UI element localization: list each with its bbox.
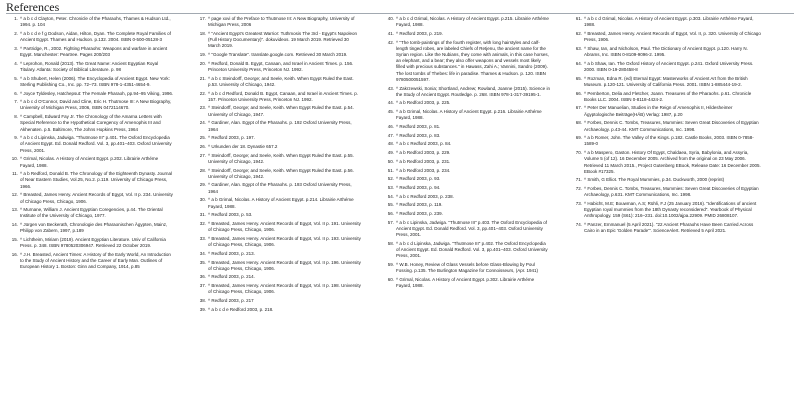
reference-item xyxy=(194,135,362,141)
reference-text[interactable]: ^ J.H. Breasted, Ancient Times: A History of the Early World, An Introduction to the Study of Ancient History and the Career of Early Man. Outlines of European History 1. Boston: Ginn and Company, 1914, p.85 xyxy=(20,252,171,270)
reference-number: 11. xyxy=(12,171,18,177)
reference-number: 21. xyxy=(199,75,206,81)
reference-text[interactable]: ^ Jürgen von Beckerath, Chronologie des Pharaonischen Ägypten, Mainz, Philipp von Zabern, 1997, p.189 xyxy=(20,222,168,234)
reference-number: 46. xyxy=(387,124,394,130)
reference-item xyxy=(570,186,762,198)
reference-number: 73. xyxy=(575,201,582,207)
reference-item xyxy=(194,76,362,88)
reference-text[interactable]: ^ a b Redford 2003, p. 229. xyxy=(396,150,451,156)
reference-text[interactable]: ^ W.B. Honey, Review of Glass Vessels before Glass-Blowing by Poul Fossing. p.135. The Burlington Magazine for Connoisseurs, (Apr. 1941) xyxy=(396,262,538,274)
reference-item xyxy=(194,260,362,272)
reference-item xyxy=(382,86,550,98)
reference-number: 59. xyxy=(387,262,394,267)
reference-text[interactable]: ^ a b Romer, John. The Valley of the Kings. p.182. Castle Books, 2003. ISBN 0-7858-1589-0 xyxy=(584,135,754,147)
reference-number: 63. xyxy=(575,45,582,51)
reference-item xyxy=(194,105,362,117)
reference-item xyxy=(382,124,550,130)
reference-number: 14. xyxy=(11,222,18,228)
reference-number: 6. xyxy=(14,90,18,96)
reference-item xyxy=(6,46,174,58)
reference-number: 22. xyxy=(199,90,206,96)
reference-number: 34. xyxy=(199,250,206,256)
reference-number: 27. xyxy=(199,152,206,158)
reference-text[interactable]: ^ Partridge, R., 2002. Fighting Pharaohs: Weapons and warfare in ancient Egypt. Manchester: Peartree. Pages 200/203 xyxy=(20,45,168,58)
reference-number: 55. xyxy=(387,202,394,208)
reference-item xyxy=(382,211,550,217)
reference-text[interactable]: ^ a b c Steindorff, George; and Seele, Keith. When Egypt Ruled the East. p.53. University of Chicago, 1942. xyxy=(208,75,354,87)
reference-text[interactable]: ^ Peter Der Manuelian, Studies in the Reign of Amenophis II, Hildesheimer Ägyptologische Beiträge(HÄB) Verlag: 1987, p.20 xyxy=(584,105,733,117)
reference-text[interactable]: ^ Grimal, Nicolas. A History of Ancient Egypt. p.202. Librairie Arthéme Fayard, 1988. xyxy=(20,156,159,168)
reference-text[interactable]: ^ a b c d Grimal, Nicolas. A History of Ancient Egypt. p.303. Librairie Arthéme Fayard, 1988. xyxy=(584,16,754,28)
reference-number: 62. xyxy=(575,30,582,36)
reference-item xyxy=(6,99,174,111)
reference-number: 69. xyxy=(575,135,582,141)
reference-number: 16. xyxy=(11,252,18,257)
reference-item xyxy=(382,262,550,274)
reference-number: 9. xyxy=(14,135,18,141)
reference-text[interactable]: ^ a b c Redford 2003, p. 238. xyxy=(396,193,454,199)
reference-number: 51. xyxy=(387,167,394,173)
reference-text[interactable]: ^ a b c d Redford, Donald B. Egypt, Canaan, and Israel in Ancient Times. p. 157. Princeton University Press, Princeton NJ. 1992. xyxy=(208,90,358,102)
reference-text[interactable]: ^ Lichtheim, Miriam (2019). Ancient Egyptian Literature. Univ of California Press. p. 348. ISBN 9780520306947. Retrieved 22 October 2019. xyxy=(20,237,166,249)
reference-text[interactable]: ^ a b c Redford 2003, p. 84. xyxy=(396,141,452,147)
reference-text[interactable]: ^ "Ancient Egypt's Greatest Warrior: Tuthmosis The 3rd - Egypt's Napoleon (Full History Documentary)". dokuvideos. 19 March 2019. Retrieved 30 March 2019. xyxy=(208,30,357,49)
reference-item xyxy=(382,159,550,165)
reference-number: 40. xyxy=(387,16,394,21)
reference-item xyxy=(382,168,550,174)
reference-item xyxy=(570,46,762,58)
reference-number: 53. xyxy=(387,184,394,190)
reference-number: 50. xyxy=(387,158,394,164)
reference-text[interactable]: ^ a b Maspero, Gaston. History Of Egypt, Chaldaea, Syria, Babylonia, and Assyria, Volume 5 (of 12). 16 December 2005. Archived from the original on 23 May 2006. Retrieved 11 March 2015., Project Gutenberg EBook, Release Date: 16 December 2005. EBook #17325. xyxy=(584,150,761,174)
reference-item xyxy=(6,91,174,97)
reference-text[interactable]: ^ Shaw, Ian, and Nicholson, Paul. The Dictionary of Ancient Egypt. p.120. Harry N. Abrams, Inc. ISBN 0-8109-9096-2. 1995. xyxy=(584,45,748,58)
reference-number: 3. xyxy=(14,45,18,51)
reference-number: 24. xyxy=(199,120,206,126)
reference-number: 35. xyxy=(199,259,206,265)
reference-text[interactable]: ^ a b c d Lipinska, Jadwiga. "Thutmose III" p.402. The Oxford Encyclopedia of Ancient Egypt. Ed. Donald Redford. Vol. 3, pp.401–403. Oxford University Press, 2001. xyxy=(396,240,548,259)
reference-number: 12. xyxy=(11,192,18,198)
reference-item xyxy=(6,192,174,204)
reference-text[interactable]: ^ Redford 2003, p. 239. xyxy=(396,211,443,217)
reference-number: 4. xyxy=(14,60,18,66)
reference-number: 71. xyxy=(575,177,582,183)
reference-item xyxy=(382,220,550,239)
reference-number: 25. xyxy=(199,135,206,141)
reference-item xyxy=(6,207,174,219)
reference-number: 48. xyxy=(387,141,394,147)
reference-text[interactable]: ^ Redford 2003, p. 93. xyxy=(396,176,441,182)
reference-number: 44. xyxy=(387,100,394,106)
reference-text[interactable]: ^ page xxvi of the Preface to Thutmose III: A New Biography, University of Michigan Press, 2006 xyxy=(208,16,355,28)
reference-text[interactable]: ^ Redford 2003, p. 81. xyxy=(396,124,441,130)
reference-text[interactable]: ^ Forbes, Dennis C. Tombs, Treasures, Mummies: Seven Great Discoveries of Egyptian Archaeology. p.43-44. KMT Communications, Inc. 1998. xyxy=(584,120,759,132)
reference-text[interactable]: ^ Rozman, Edna R. (ed) Eternal Egypt: Masterworks of Ancient Art from the British Museum. p.120-121. University of California Press. 2001. ISBN 1-885444-19-2. xyxy=(584,75,748,87)
reference-text[interactable]: ^ Habicht, M.E; Bouwman, A.S; Rühli, F.J (25 January 2016). "Identifications of ancient Egyptian royal mummies from the 18th Dynasty reconsidered". Yearbook of Physical Anthropology. 159 (S61): 216–231. doi:10.1002/ajpa.22909. PMID 26808107. xyxy=(584,201,757,219)
reference-item xyxy=(6,31,174,43)
reference-item xyxy=(194,144,362,150)
reference-item xyxy=(194,212,362,218)
reference-item xyxy=(382,133,550,139)
reference-item xyxy=(194,31,362,50)
reference-text[interactable]: ^ Breasted, James Henry. Ancient Records of Egypt, Vol. II p. 234. University of Chicago Press, Chicago, 1906. xyxy=(20,192,173,204)
references-columns xyxy=(6,16,794,315)
reference-text[interactable]: ^ Campbell, Edward Fay Jr. The Chronology of the Amarna Letters with Special Reference to the Hypothetical Coregency of Amenophis III and Akhenaten. p.5. Baltimore, The Johns Hopkins Press, 1964 xyxy=(20,114,162,132)
reference-number: 33. xyxy=(199,235,206,241)
reference-text[interactable]: ^ Urkunden der 18. Dynastie 657.2 xyxy=(208,143,278,149)
reference-number: 66. xyxy=(575,90,582,96)
reference-number: 61. xyxy=(575,16,582,21)
reference-text[interactable]: ^ Smith, G Elliot. The Royal Mummies, p.34. Duckworth, 2000 (reprint) xyxy=(584,177,725,183)
reference-item xyxy=(194,168,362,180)
reference-number: 67. xyxy=(575,105,582,111)
reference-number: 49. xyxy=(387,150,394,156)
reference-item xyxy=(6,156,174,168)
reference-number: 45. xyxy=(387,109,394,115)
reference-item xyxy=(194,283,362,295)
reference-text[interactable]: ^ a b Grimal, Nicolas. A History of Ancient Egypt. p.216. Librairie Arthéme Fayard, 1988. xyxy=(396,109,542,121)
reference-item xyxy=(6,222,174,234)
reference-number: 64. xyxy=(575,60,582,66)
reference-number: 23. xyxy=(199,105,206,111)
reference-number: 70. xyxy=(575,150,582,156)
reference-number: 38. xyxy=(199,298,206,304)
reference-item xyxy=(382,31,550,37)
reference-text[interactable]: ^ a b Shubert, Helen (2006). The Encyclopedia of Ancient Egypt. New York: Sterling Publishing Co., Inc. pp. 72–73. ISBN 978-1-4351-4654-9. xyxy=(20,75,170,87)
reference-item xyxy=(6,61,174,73)
reference-item xyxy=(382,277,550,289)
reference-item xyxy=(570,31,762,43)
reference-number: 52. xyxy=(387,176,394,182)
reference-item xyxy=(194,307,362,313)
reference-text[interactable]: ^ Breasted, James Henry. Ancient Records of Egypt, Vol. II p. 198. University of Chicago Press, Chicago, 1906. xyxy=(208,283,361,295)
reference-item xyxy=(570,16,762,28)
reference-text[interactable]: ^ Pemberton, Delia and Fletcher, Joann. Treasures of the Pharaohs. p.61. Chronicle Books LLC. 2004. ISBN 0-8118-4424-2. xyxy=(584,90,752,102)
reference-number: 8. xyxy=(14,114,18,120)
reference-item xyxy=(382,185,550,191)
reference-item xyxy=(382,16,550,28)
reference-text[interactable]: ^ a b Grimal, Nicolas. A History of Ancient Egypt. p.214. Librairie Arthéme Fayard, 1988. xyxy=(208,197,354,209)
reference-item xyxy=(570,120,762,132)
reference-number: 5. xyxy=(14,75,18,81)
references-heading: References xyxy=(6,0,794,14)
reference-item xyxy=(194,274,362,280)
reference-number: 60. xyxy=(387,276,394,282)
reference-item xyxy=(382,100,550,106)
reference-number: 58. xyxy=(387,240,394,246)
reference-text[interactable]: ^ Redford 2003, p. 94. xyxy=(396,184,441,190)
reference-text[interactable]: ^ "Google Translate". translate.google.com. Retrieved 30 March 2019. xyxy=(208,52,348,58)
reference-item xyxy=(6,76,174,88)
reference-item xyxy=(194,251,362,257)
reference-text[interactable]: ^ Breasted, James Henry. Ancient Records of Egypt, Vol. II p. 196. University of Chicago Press, Chicago, 1906. xyxy=(208,259,361,271)
reference-number: 74. xyxy=(575,222,582,228)
reference-item xyxy=(6,252,174,271)
reference-text[interactable]: ^ a b Redford 2003, p. 225. xyxy=(396,100,451,106)
reference-text[interactable]: ^ a b c d e f g Dodson, Aidan, Hilton, Dyan. The Complete Royal Families of Ancient Egypt. Thames and Hudson. p.132. 2004. ISBN 0-500-05128-3 xyxy=(20,30,171,43)
reference-number: 32. xyxy=(199,220,206,226)
reference-text[interactable]: ^ Forbes, Dennis C. Tombs, Treasures, Mummies: Seven Great Discoveries of Egyptian Archaeology, p.631. KMT Communications, Inc. 1998. xyxy=(584,186,759,198)
reference-item xyxy=(382,150,550,156)
reference-text[interactable]: ^ Grimal, Nicolas. A History of Ancient Egypt. p.302. Librairie Arthéme Fayard, 1988. xyxy=(396,276,535,289)
reference-item xyxy=(570,150,762,175)
reference-item xyxy=(194,153,362,165)
reference-item xyxy=(382,194,550,200)
reference-number: 47. xyxy=(387,132,394,138)
reference-number: 7. xyxy=(14,99,18,105)
reference-text[interactable]: ^ Steindorff, George; and Seele, Keith. When Egypt Ruled the East. p.55. University of Chicago, 1942. xyxy=(208,152,354,164)
reference-text[interactable]: ^ a b c d Lipinska, Jadwiga. "Thutmose III" p.401. The Oxford Encyclopedia of Ancient Egypt. Ed. Donald Redford. Vol. 3, pp.401–403. Oxford University Press, 2001. xyxy=(20,135,172,153)
reference-text[interactable]: ^ Gardiner, Alan. Egypt of the Pharaohs. p. 193 Oxford University Press, 1964 xyxy=(208,182,352,194)
reference-item xyxy=(194,236,362,248)
reference-text[interactable]: ^ a b c Lipinska, Jadwiga. "Thutmose III" p.403. The Oxford Encyclopedia of Ancient Egypt. Ed. Donald Redford. Vol. 3, pp.401–403. Oxford University Press, 2001. xyxy=(396,219,548,238)
reference-number: 20. xyxy=(199,60,206,66)
reference-item xyxy=(382,109,550,121)
reference-item xyxy=(382,40,550,83)
reference-number: 13. xyxy=(11,207,18,213)
reference-number: 72. xyxy=(575,186,582,192)
reference-text[interactable]: ^ Steindorff, George; and Seele, Keith. When Egypt Ruled the East. p.54. University of Chicago, 1947. xyxy=(208,105,354,117)
reference-text[interactable]: ^ a b c d e Redford 2003, p. 218. xyxy=(208,306,274,312)
reference-item xyxy=(194,61,362,73)
reference-number: 54. xyxy=(387,193,394,199)
reference-number: 19. xyxy=(199,52,206,58)
reference-number: 18. xyxy=(199,30,206,36)
reference-item xyxy=(194,91,362,103)
reference-item xyxy=(382,141,550,147)
reference-item xyxy=(6,171,174,190)
reference-text[interactable]: ^ Zakrzewski, Sonia; Shortland, Andrew; Rowland, Joanne (2015). Science in the Study of Ancient Egypt. Routledge. p. 268. ISBN 978-1-317-39195-1. xyxy=(396,85,550,97)
reference-item xyxy=(194,298,362,304)
reference-text[interactable]: ^ Redford 2003, p. 217 xyxy=(208,298,254,304)
reference-item xyxy=(570,222,762,234)
reference-number: 15. xyxy=(11,237,18,243)
reference-item xyxy=(570,61,762,73)
reference-item xyxy=(382,202,550,208)
reference-text[interactable]: ^ Redford, Donald B. Egypt, Canaan, and Israel in Ancient Times. p. 156. Princeton University Press, Princeton NJ. 1992. xyxy=(208,60,354,72)
reference-number: 42. xyxy=(387,39,394,45)
reference-item xyxy=(570,91,762,103)
reference-number: 68. xyxy=(575,120,582,126)
reference-text[interactable]: ^ Breasted, James Henry. Ancient Records of Egypt, Vol. II p. 193. University of Chicago Press, Chicago, 1906. xyxy=(208,235,361,248)
reference-number: 28. xyxy=(199,167,206,173)
reference-number: 29. xyxy=(199,182,206,188)
reference-text[interactable]: ^ Breasted, James Henry. Ancient Records of Egypt, Vol. II, p. 320. University of Chicago Press, 1906. xyxy=(584,30,761,43)
reference-item xyxy=(382,241,550,260)
reference-number: 30. xyxy=(199,197,206,203)
reference-number: 65. xyxy=(575,75,582,81)
reference-text[interactable]: ^ Redford 2003, p. 53. xyxy=(208,212,253,218)
reference-text[interactable]: ^ Redford 2003, p. 219. xyxy=(396,30,443,36)
reference-number: 31. xyxy=(199,212,206,218)
reference-item xyxy=(6,114,174,133)
reference-text[interactable]: ^ a b c d O'Connor, David and Cline, Eric H. Thutmose III: A New Biography, University of Michigan Press, 2006, ISBN 0472114670. xyxy=(20,99,172,111)
reference-text[interactable]: ^ a b Shaw, Ian. The Oxford History of Ancient Egypt. p.241. Oxford University Press. 2000. ISBN 0-19-280458-8 xyxy=(584,60,754,72)
reference-number: 39. xyxy=(199,306,206,312)
reference-number: 57. xyxy=(387,219,394,225)
reference-text[interactable]: ^ "The tomb-paintings of the fourth register, with long hairstyles and calf-length tinged robes, are labeled Chiefs of Retjenu, the ancient name for the Syrian region. Like the Nubians, they come with animals, in this case horses, an elephant, and a bear; they also offer weapons and vessels most likely filled with precious substances." in Hawass, Zahi A.; Vannini, Sandro (2009). The lost tombs of Thebes: life in paradise. Thames & Hudson. p. 120. ISBN 9780500051597. xyxy=(396,39,549,82)
reference-text[interactable]: ^ Joyce Tyldesley, Hatchepsut: The Female Pharaoh, pp.94–95 Viking, 1996. xyxy=(20,90,174,96)
reference-item xyxy=(6,135,174,154)
reference-item xyxy=(194,120,362,132)
references-column-2 xyxy=(194,16,362,315)
reference-item xyxy=(194,182,362,194)
reference-item xyxy=(570,201,762,220)
reference-item xyxy=(570,105,762,117)
reference-text[interactable]: ^ Redford 2003, p. 197. xyxy=(208,135,255,141)
reference-item xyxy=(6,16,174,28)
reference-item xyxy=(194,197,362,209)
reference-text[interactable]: ^ a b Redford, Donald B. The Chronology of the Eighteenth Dynasty. Journal of Near Eastern Studies, Vol.25, No.2. p.119. University of Chicago Press, 1966. xyxy=(20,171,173,189)
reference-item xyxy=(570,135,762,147)
reference-text[interactable]: ^ Gardiner, Alan. Egypt of the Pharaohs. p. 192 Oxford University Press, 1964 xyxy=(208,120,352,132)
reference-text[interactable]: ^ Redford 2003, p. 214. xyxy=(208,274,255,280)
reference-text[interactable]: ^ Redford 2003, p. 83. xyxy=(396,132,441,138)
reference-item xyxy=(570,76,762,88)
reference-item xyxy=(194,221,362,233)
reference-number: 43. xyxy=(387,85,394,91)
references-column-4 xyxy=(570,16,762,315)
reference-text[interactable]: ^ Panzer, Emmanuel (5 April 2021). "22 Ancient Pharaohs Have Been Carried Across Cairo in an Epic 'Golden Parade'". ScienceAlert. Retrieved 5 April 2021. xyxy=(584,222,754,234)
reference-text[interactable]: ^ Redford 2003, p. 213. xyxy=(208,250,255,256)
reference-text[interactable]: ^ Breasted, James Henry. Ancient Records of Egypt, Vol. II p. 191. University of Chicago Press, Chicago, 1906. xyxy=(208,220,361,233)
reference-number: 56. xyxy=(387,211,394,217)
reference-text[interactable]: ^ Leprohon, Ronald (2013). The Great Name: Ancient Egyptian Royal Titulary. Atlanta: Society of Biblical Literature. p. 98 xyxy=(20,60,159,72)
reference-number: 17. xyxy=(199,16,206,21)
references-column-3 xyxy=(382,16,550,315)
reference-text[interactable]: ^ a b c d Clayton, Peter. Chronicle of the Pharaohs, Thames & Hudson Ltd., 1994. p. 104 xyxy=(20,16,171,28)
reference-text[interactable]: ^ Redford 2003, p. 119. xyxy=(396,202,443,208)
reference-number: 1. xyxy=(14,16,18,21)
reference-number: 2. xyxy=(14,30,18,36)
reference-item xyxy=(570,177,762,183)
reference-number: 37. xyxy=(199,283,206,289)
reference-text[interactable]: ^ a b Redford 2003, p. 231. xyxy=(396,158,451,164)
reference-text[interactable]: ^ Murnane, William J. Ancient Egyptian Coregencies, p.44. The Oriental Institute of the University of Chicago, 1977. xyxy=(20,207,163,219)
reference-text[interactable]: ^ a b Redford 2003, p. 234. xyxy=(396,167,451,173)
references-column-1 xyxy=(6,16,174,315)
reference-item xyxy=(194,16,362,28)
reference-text[interactable]: ^ Steindorff, George; and Seele, Keith. When Egypt Ruled the East. p.56. University of Chicago, 1942. xyxy=(208,167,354,179)
reference-number: 26. xyxy=(199,143,206,149)
reference-item xyxy=(194,52,362,58)
reference-item xyxy=(6,237,174,249)
reference-text[interactable]: ^ a b c d Grimal, Nicolas. A History of Ancient Egypt. p.215. Librairie Arthéme Fayard, 1988. xyxy=(396,16,549,28)
reference-number: 10. xyxy=(11,156,18,162)
reference-number: 36. xyxy=(199,274,206,280)
reference-number: 41. xyxy=(387,30,394,36)
reference-item xyxy=(382,176,550,182)
